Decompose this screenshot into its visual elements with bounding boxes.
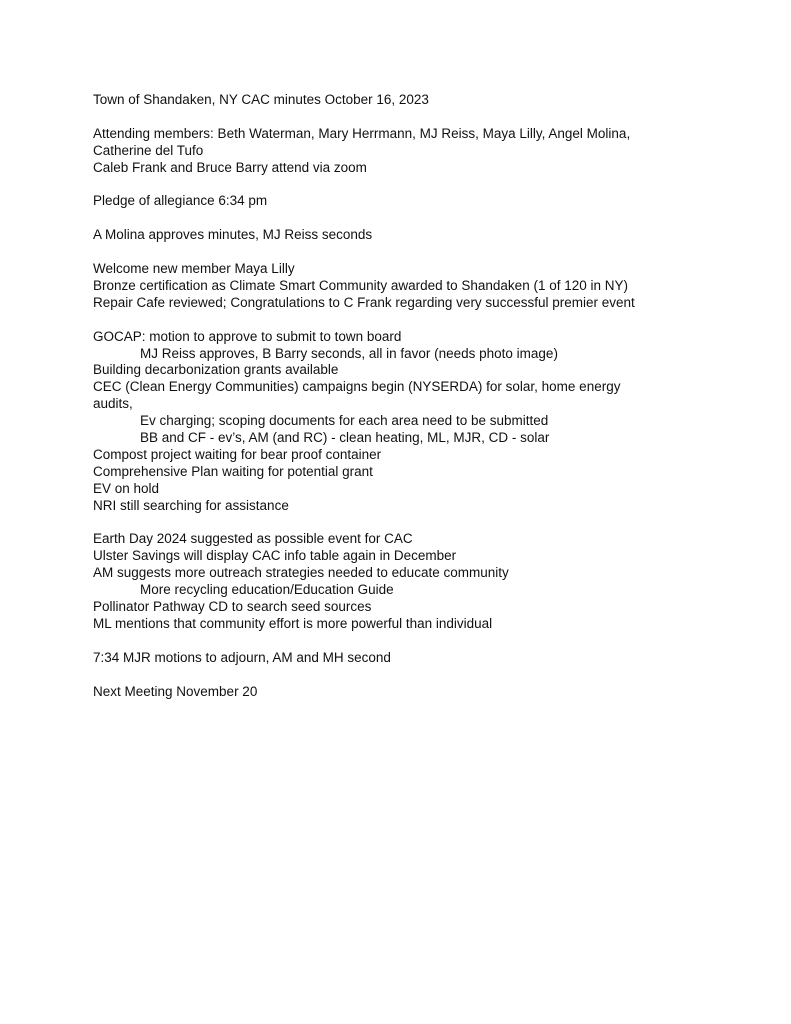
announcement-item: Welcome new member Maya Lilly <box>93 261 295 276</box>
spacer <box>93 667 773 684</box>
area-assignments: BB and CF - ev’s, AM (and RC) - clean heating, ML, MJR, CD - solar <box>140 430 550 446</box>
attending-members-line1: Attending members: Beth Waterman, Mary Herrmann, MJ Reiss, Maya Lilly, Angel Molina, <box>93 125 631 141</box>
announcement-item: Bronze certification as Climate Smart Community awarded to Shandaken (1 of 120 in NY) <box>93 277 628 293</box>
spacer <box>93 210 773 227</box>
zoom-attendees: Caleb Frank and Bruce Barry attend via zoom <box>93 159 367 175</box>
document-title: Town of Shandaken, NY CAC minutes October 16, 2023 <box>93 92 429 107</box>
cec-campaigns-line1: CEC (Clean Energy Communities) campaigns begin (NYSERDA) for solar, home energy <box>93 379 621 395</box>
pollinator-pathway: Pollinator Pathway CD to search seed sources <box>93 599 372 615</box>
compost-project: Compost project waiting for bear proof container <box>93 446 382 462</box>
outreach-strategies: AM suggests more outreach strategies needed to educate community <box>93 565 509 581</box>
next-meeting: Next Meeting November 20 <box>93 683 258 699</box>
earth-day: Earth Day 2024 suggested as possible event for CAC <box>93 531 413 547</box>
community-effort: ML mentions that community effort is more powerful than individual <box>93 616 493 631</box>
spacer <box>93 515 773 532</box>
spacer <box>93 312 773 329</box>
announcement-item: Repair Cafe reviewed; Congratulations to C Frank regarding very successful premier event <box>93 294 635 310</box>
ev-on-hold: EV on hold <box>93 480 160 496</box>
recycling-education: More recycling education/Education Guide <box>140 582 394 598</box>
spacer <box>93 244 773 261</box>
ev-charging: Ev charging; scoping documents for each area need to be submitted <box>140 413 549 429</box>
minutes-document <box>93 92 773 701</box>
pledge-line: Pledge of allegiance 6:34 pm <box>93 193 268 209</box>
cec-campaigns-line2: audits, <box>93 396 133 412</box>
minutes-approval: A Molina approves minutes, MJ Reiss seconds <box>93 227 373 243</box>
spacer <box>93 633 773 650</box>
adjourn-motion: 7:34 MJR motions to adjourn, AM and MH second <box>93 649 391 665</box>
nri-status: NRI still searching for assistance <box>93 497 289 513</box>
comprehensive-plan: Comprehensive Plan waiting for potential grant <box>93 463 373 479</box>
attending-members-line2: Catherine del Tufo <box>93 142 204 158</box>
ulster-savings: Ulster Savings will display CAC info table again in December <box>93 548 457 564</box>
gocap-motion: GOCAP: motion to approve to submit to town board <box>93 328 402 344</box>
gocap-vote: MJ Reiss approves, B Barry seconds, all in favor (needs photo image) <box>140 345 558 361</box>
decarbonization-grants: Building decarbonization grants available <box>93 362 339 378</box>
spacer <box>93 177 773 194</box>
spacer <box>93 109 773 126</box>
